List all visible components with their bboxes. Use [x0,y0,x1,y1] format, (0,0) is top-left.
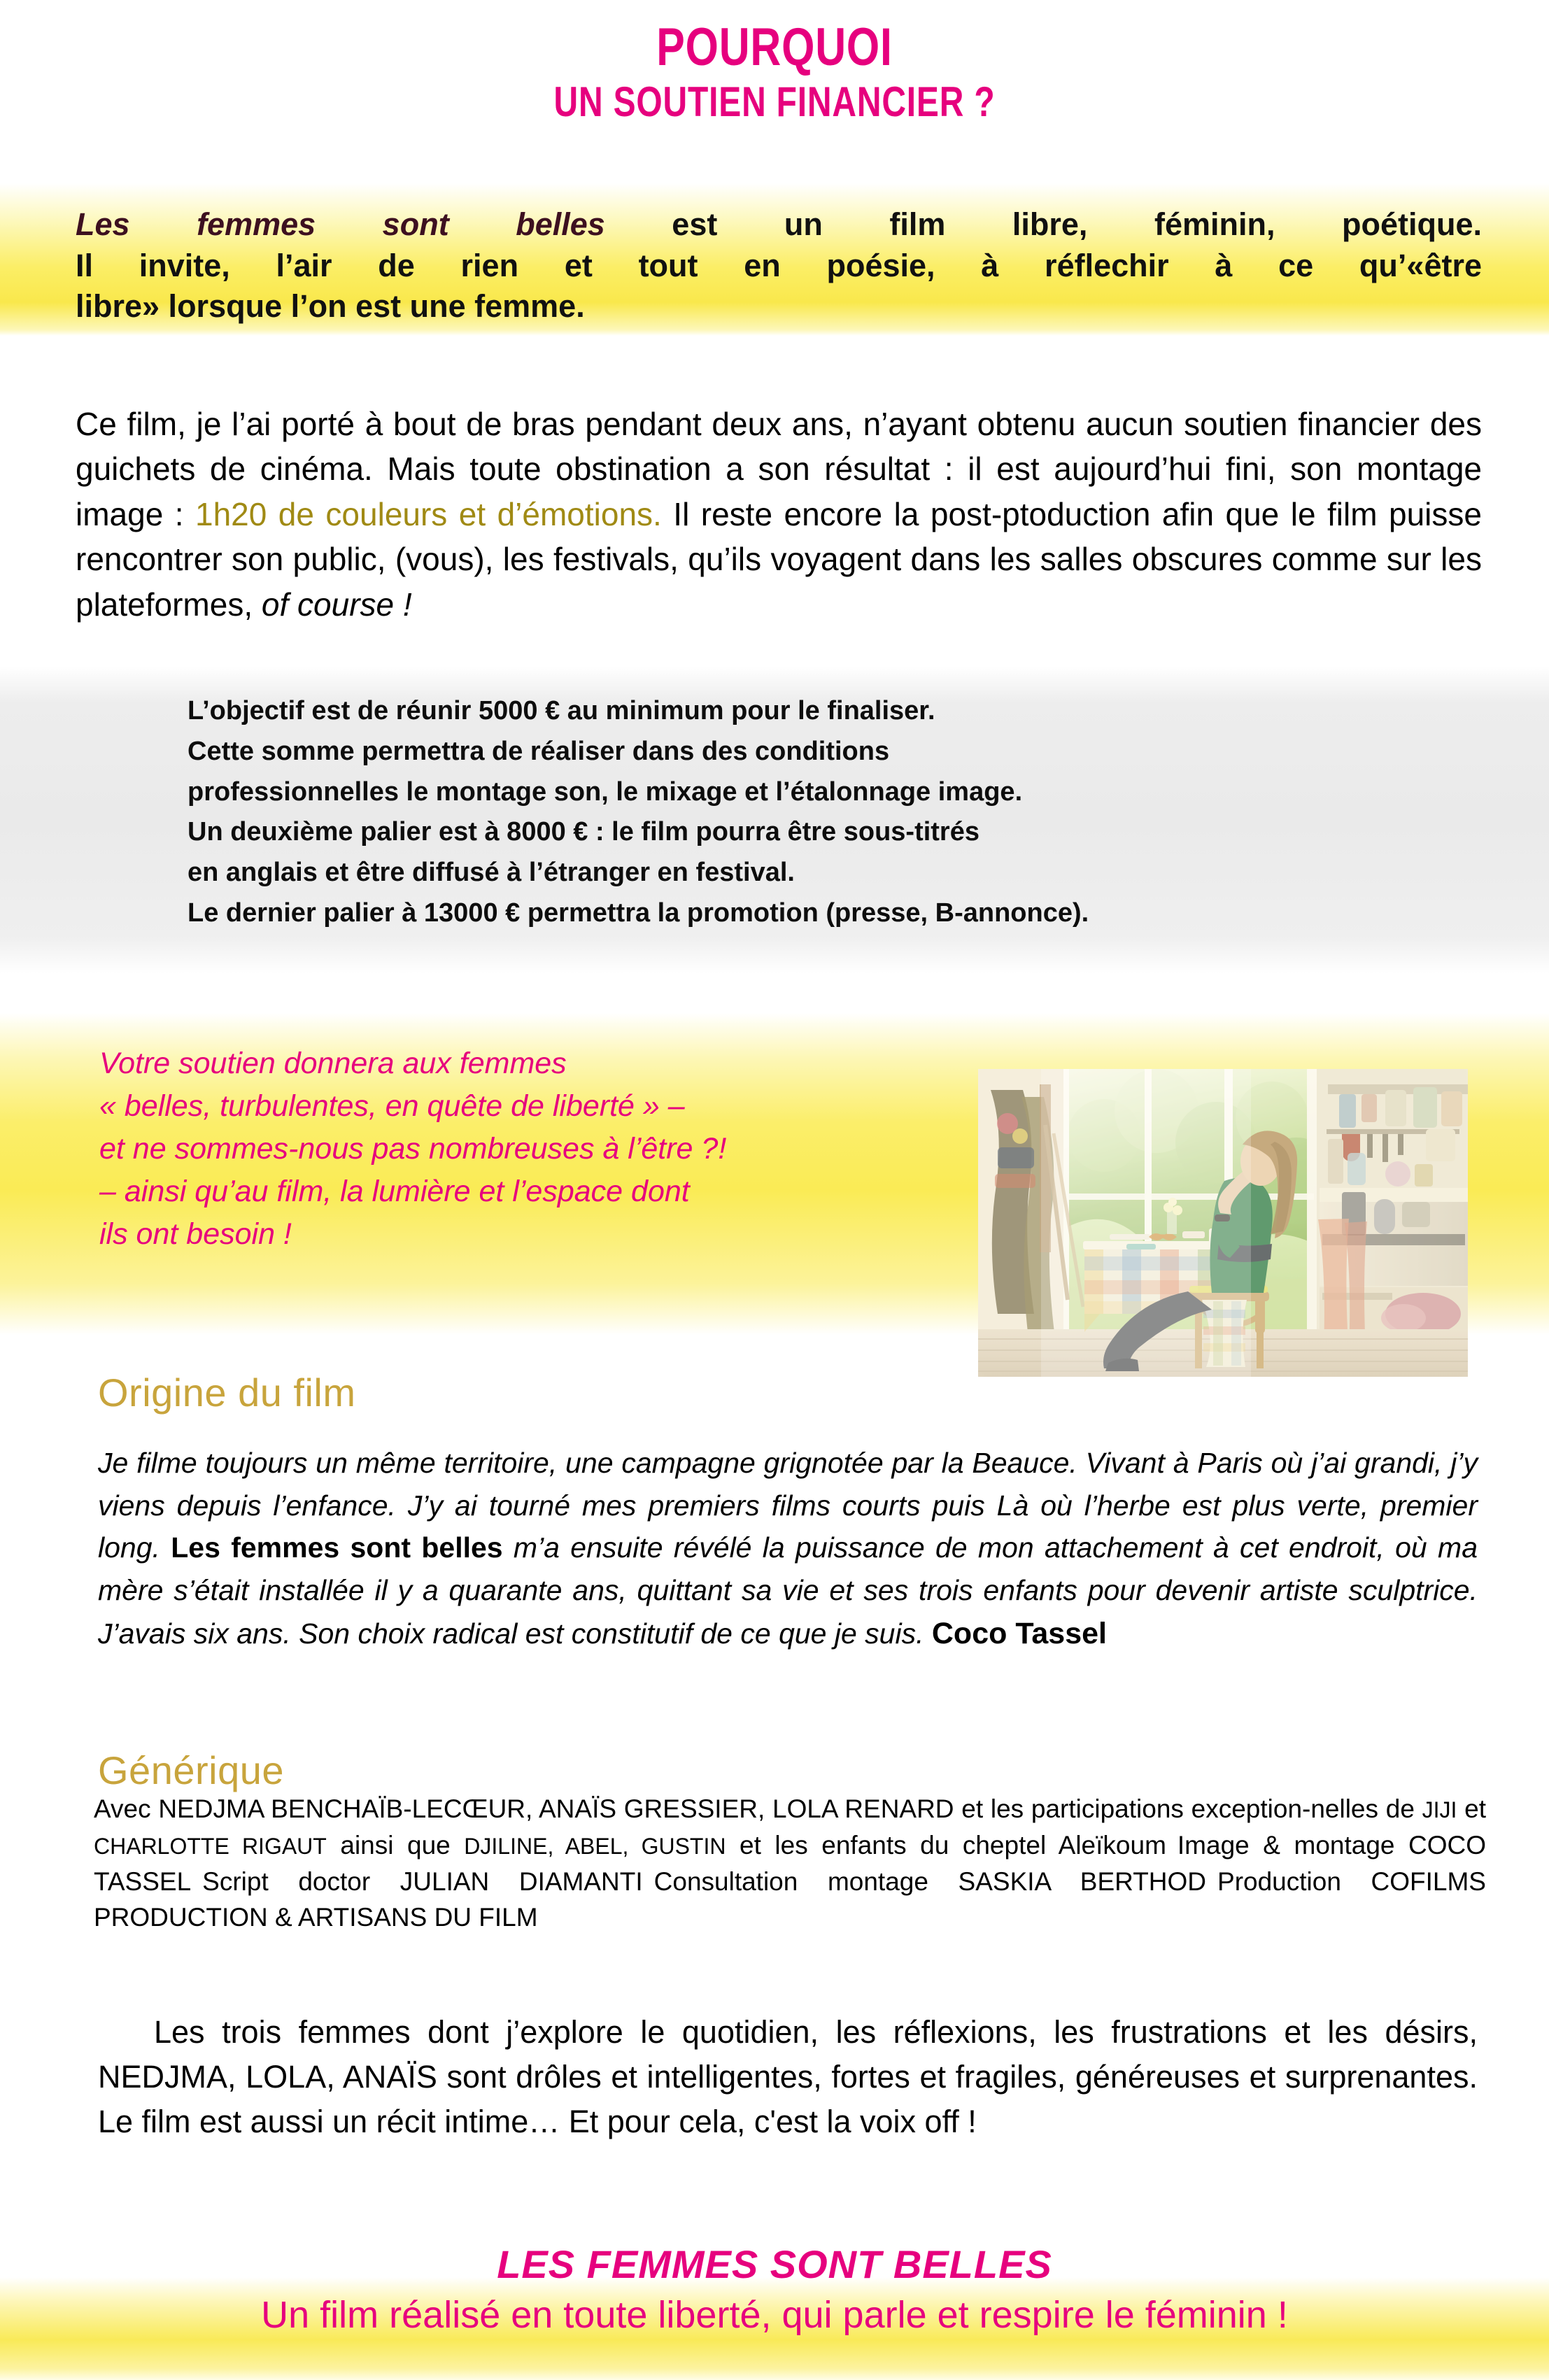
support-quote-line: et ne sommes-nous pas nombreuses à l’être ?! [99,1132,727,1166]
support-quote-line: Votre soutien donnera aux femmes [99,1047,567,1080]
main-paragraph-part1: Ce film, je l’ai porté à bout de bras pendant deux ans, n’ayant obtenu aucun soutien financier des guichets de cinéma. Mais toute obstination a son résultat : il est aujourd’hui fini, son montage image : [76,406,1482,532]
origine-part1: Je filme toujours un même territoire, une campagne grignotée par la Beauce. Vivant à Paris où j’ai grandi, j’y viens depuis l’enfance. J’y ai tourné mes premiers films courts puis Là où l’herbe est plus verte, premier long. [98,1447,1478,1564]
credits-text-2: et [1457,1794,1487,1823]
section-heading-origine: Origine du film [98,1370,356,1415]
page-title [0,17,1549,125]
intro-line-2: Il invite, l’air de rien et tout en poésie, à réflechir à ce qu’«être [76,247,1482,283]
origine-film-title: Les femmes sont belles [171,1531,503,1564]
funding-tier-line: Un deuxième palier est à 8000 € : le film pourra être sous-titrés [188,817,979,847]
funding-tier-line: Cette somme permettra de réaliser dans des conditions [188,736,890,766]
credits-cast-main: NEDJMA BENCHAÏB-LECŒUR, ANAÏS GRESSIER, LOLA RENARD [158,1794,954,1823]
credits-name-image: COCO TASSEL [94,1830,1487,1896]
support-quote [99,1042,967,1256]
footer-film-title: LES FEMMES SONT BELLES [497,2242,1052,2286]
intro-paragraph [76,204,1482,327]
closing-paragraph-text: Les trois femmes dont j’explore le quotidien, les réflexions, les frustrations et les désirs, NEDJMA, LOLA, ANAÏS sont drôles et intelligentes, fortes et fragiles, généreuses et surprenantes. Le film est aussi un récit intime… Et pour cela, c'est la voix off ! [98,2014,1478,2139]
main-paragraph-italic-end: of course ! [261,586,412,623]
title-line-2: UN SOUTIEN FINANCIER ? [553,78,996,125]
title-line-1: POURQUOI [656,17,893,77]
credits-name-script: JULIAN DIAMANTI [399,1867,643,1896]
funding-tiers-list [188,691,1447,934]
intro-line-1-rest: est un film libre, féminin, poétique. [604,206,1482,242]
intro-line-1 [76,204,1482,246]
origine-part2: m’a ensuite révélé la puissance de mon attachement à cet endroit, où ma mère s’était installée il y a quarante ans, quittant sa vie et ses trois enfants pour devenir artiste sculptrice. J’avais six ans. Son choix radical est constitutif de ce que je suis. [98,1531,1478,1650]
footer-tagline: Un film réalisé en toute liberté, qui parle et respire le féminin ! [261,2294,1288,2336]
credits-cast-others: DJILINE, ABEL, GUSTIN [464,1833,726,1859]
credits-cast-charlotte: CHARLOTTE RIGAUT [94,1833,327,1859]
credits-role-script: Script doctor [202,1867,400,1896]
credits-name-production: COFILMS PRODUCTION & ARTISANS DU FILM [94,1867,1486,1932]
credits-text-4: et les enfants du cheptel Aleïkoum [726,1830,1166,1860]
credits-text-1: et les participations exception-nelles de [954,1794,1422,1823]
support-quote-line: « belles, turbulentes, en quête de liberté » – [99,1089,685,1124]
funding-tier-line: L’objectif est de réunir 5000 € au minimum pour le finaliser. [188,696,935,725]
credits-role-consult: Consultation montage [653,1867,959,1896]
funding-tier-line: professionnelles le montage son, le mixage et l’étalonnage image. [188,777,1023,807]
origine-paragraph [98,1442,1478,1656]
support-quote-line: ils ont besoin ! [99,1217,292,1252]
main-paragraph-part2: Il reste encore la post-ptoduction afin que le film puisse rencontrer son public, (vous), les festivals, qu’ils voyagent dans les salles obscures comme sur les plateformes, [76,495,1482,623]
main-paragraph-highlight: 1h20 de couleurs et d’émotions. [195,495,662,532]
intro-line-3: libre» lorsque l’on est une femme. [76,288,585,324]
credits-avec-label: Avec [94,1794,159,1823]
credits-cast-jiji: JIJI [1422,1797,1457,1822]
credits-text-3: ainsi que [326,1830,465,1860]
support-quote-line: – ainsi qu’au film, la lumière et l’espace dont [99,1175,690,1209]
origine-signature: Coco Tassel [931,1616,1108,1650]
credits-role-image: Image & montage [1177,1830,1409,1860]
film-still-photo [978,1069,1468,1377]
credits-name-consult: SASKIA BERTHOD [958,1867,1207,1896]
funding-tier-line: en anglais et être diffusé à l’étranger en festival. [188,858,795,887]
credits-block [94,1791,1486,1936]
section-heading-generique: Générique [98,1748,285,1793]
funding-tier-line: Le dernier palier à 13000 € permettra la promotion (presse, B-annonce). [188,898,1089,928]
closing-paragraph [98,2010,1478,2144]
intro-film-title: Les femmes sont belles [76,206,605,242]
main-paragraph [76,402,1482,627]
film-still-svg [978,1069,1468,1377]
credits-role-production: Production [1217,1867,1371,1896]
